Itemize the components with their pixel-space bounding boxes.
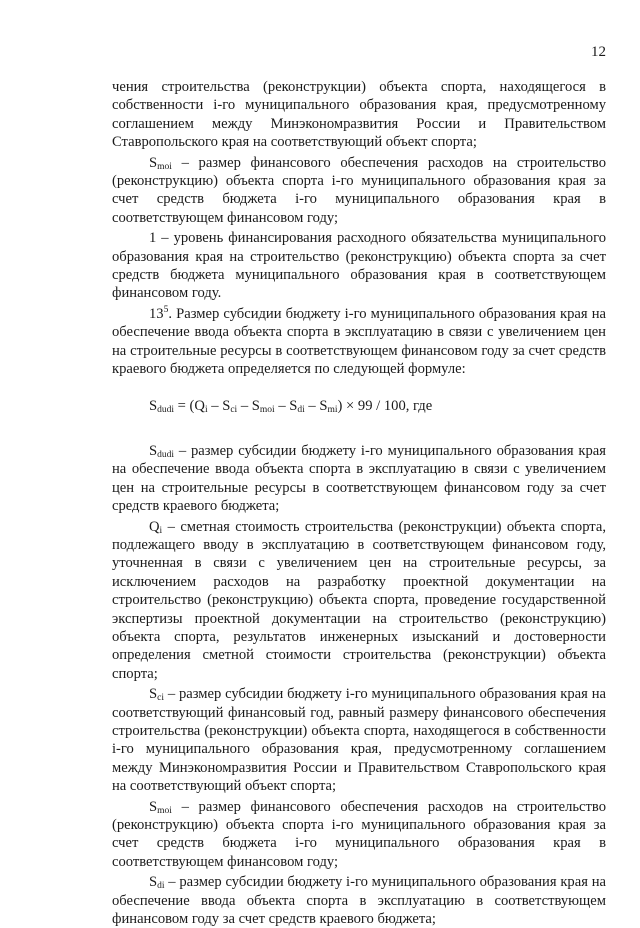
- formula-term: – S: [237, 397, 260, 414]
- paragraph-q-i-definition: [112, 518, 606, 684]
- page-number: 12: [591, 44, 606, 60]
- definition-text: – размер субсидии бюджету i-го муниципального образования края на соответствующий финансовый год, равный размеру финансового обеспечения строительства (реконструкции) объекта спорта, находящегося в собственности i-го муниципального образования края, предусмотренному соглашением между Минэкономразвития России и Правительством Ставропольского края на соответствующий объект спорта;: [112, 686, 606, 795]
- variable-symbol: S: [149, 154, 158, 171]
- formula-subscript: moi: [259, 404, 275, 415]
- definition-text: – размер финансового обеспечения расходов на строительство (реконструкцию) объекта спорта i-го муниципального образования края за счет средств бюджета i-го муниципального образования края в соответствующем финансовом году;: [112, 798, 606, 870]
- formula-subscript: ci: [230, 404, 238, 415]
- variable-subscript: ci: [157, 693, 164, 704]
- formula-term: S: [149, 397, 158, 414]
- variable-symbol: S: [149, 686, 158, 703]
- definition-text: – размер финансового обеспечения расходов на строительство (реконструкцию) объекта спорта i-го муниципального образования края за счет средств бюджета i-го муниципального образования края в соответствующем финансовом году;: [112, 154, 606, 226]
- formula-term: – S: [274, 397, 298, 414]
- formula-line: [112, 397, 606, 415]
- formula-subscript: di: [297, 404, 305, 415]
- paragraph-s-di-definition: [112, 873, 606, 928]
- paragraph-funding-level: 1 – уровень финансирования расходного обязательства муниципального образования края на строительство (реконструкцию) объекта спорта за счет средств бюджета муниципального образования края в соответствующем финансовом году.: [112, 230, 606, 302]
- variable-symbol: Q: [149, 518, 160, 535]
- definition-text: – размер субсидии бюджету i-го муниципального образования края на обеспечение ввода объекта спорта в эксплуатацию в связи с увеличением цен на строительные ресурсы в соответствующем финансовом году за счет средств краевого бюджета;: [112, 442, 606, 515]
- document-body: [112, 78, 606, 928]
- formula-term: ) × 99 / 100, где: [337, 397, 433, 414]
- paragraph-s-moi-definition-2: [112, 798, 606, 872]
- definition-text: – сметная стоимость строительства (реконструкции) объекта спорта, подлежащего вводу в эксплуатацию в соответствующем финансовом году, уточненная в связи с увеличением цен на строительные ресурсы, за исключением расходов на разработку проектной документации на строительство (реконструкцию) объекта спорта, проведение государственной экспертизы проектной документации на строительство (реконструкцию) объекта спорта, результатов инженерных изысканий и достоверности определения сметной стоимости строительства (реконструкции) объекта спорта;: [112, 518, 606, 682]
- paragraph-s-dudi-definition: [112, 442, 606, 516]
- variable-subscript: dudi: [157, 449, 175, 460]
- formula-subscript: mi: [327, 404, 338, 415]
- formula-subscript: dudi: [157, 404, 175, 415]
- definition-text: – размер субсидии бюджету i-го муниципального образования края на обеспечение ввода объекта спорта в эксплуатацию в соответствующем финансовом году за счет средств краевого бюджета;: [112, 874, 606, 928]
- clause-number: 13: [149, 305, 164, 322]
- clause-superscript: 5: [163, 304, 169, 315]
- variable-symbol: S: [149, 874, 158, 891]
- formula-term: – S: [207, 397, 231, 414]
- formula-term: = (Q: [174, 397, 205, 414]
- clause-text: . Размер субсидии бюджету i-го муниципального образования края на обеспечение ввода объекта спорта в эксплуатацию в связи с увеличением цен на строительные ресурсы в соответствующем финансовом году за счет средств краевого бюджета определяется по следующей формуле:: [112, 305, 606, 378]
- variable-subscript: moi: [157, 161, 172, 172]
- variable-symbol: S: [149, 798, 158, 815]
- formula-subscript: i: [204, 404, 208, 415]
- paragraph-s-ci-definition: [112, 685, 606, 795]
- paragraph-continuation: чения строительства (реконструкции) объекта спорта, находящегося в собственности i-го муниципального образования края, предусмотренному соглашением между Минэкономразвития России и Правительством Ставропольского края на соответствующий объект спорта;: [112, 79, 606, 151]
- paragraph-s-moi-definition: [112, 154, 606, 228]
- paragraph-clause-13-5: [112, 305, 606, 379]
- variable-symbol: S: [149, 442, 158, 459]
- formula-term: – S: [304, 397, 328, 414]
- variable-subscript: moi: [157, 805, 172, 816]
- variable-subscript: di: [157, 881, 165, 892]
- variable-subscript: i: [159, 525, 163, 536]
